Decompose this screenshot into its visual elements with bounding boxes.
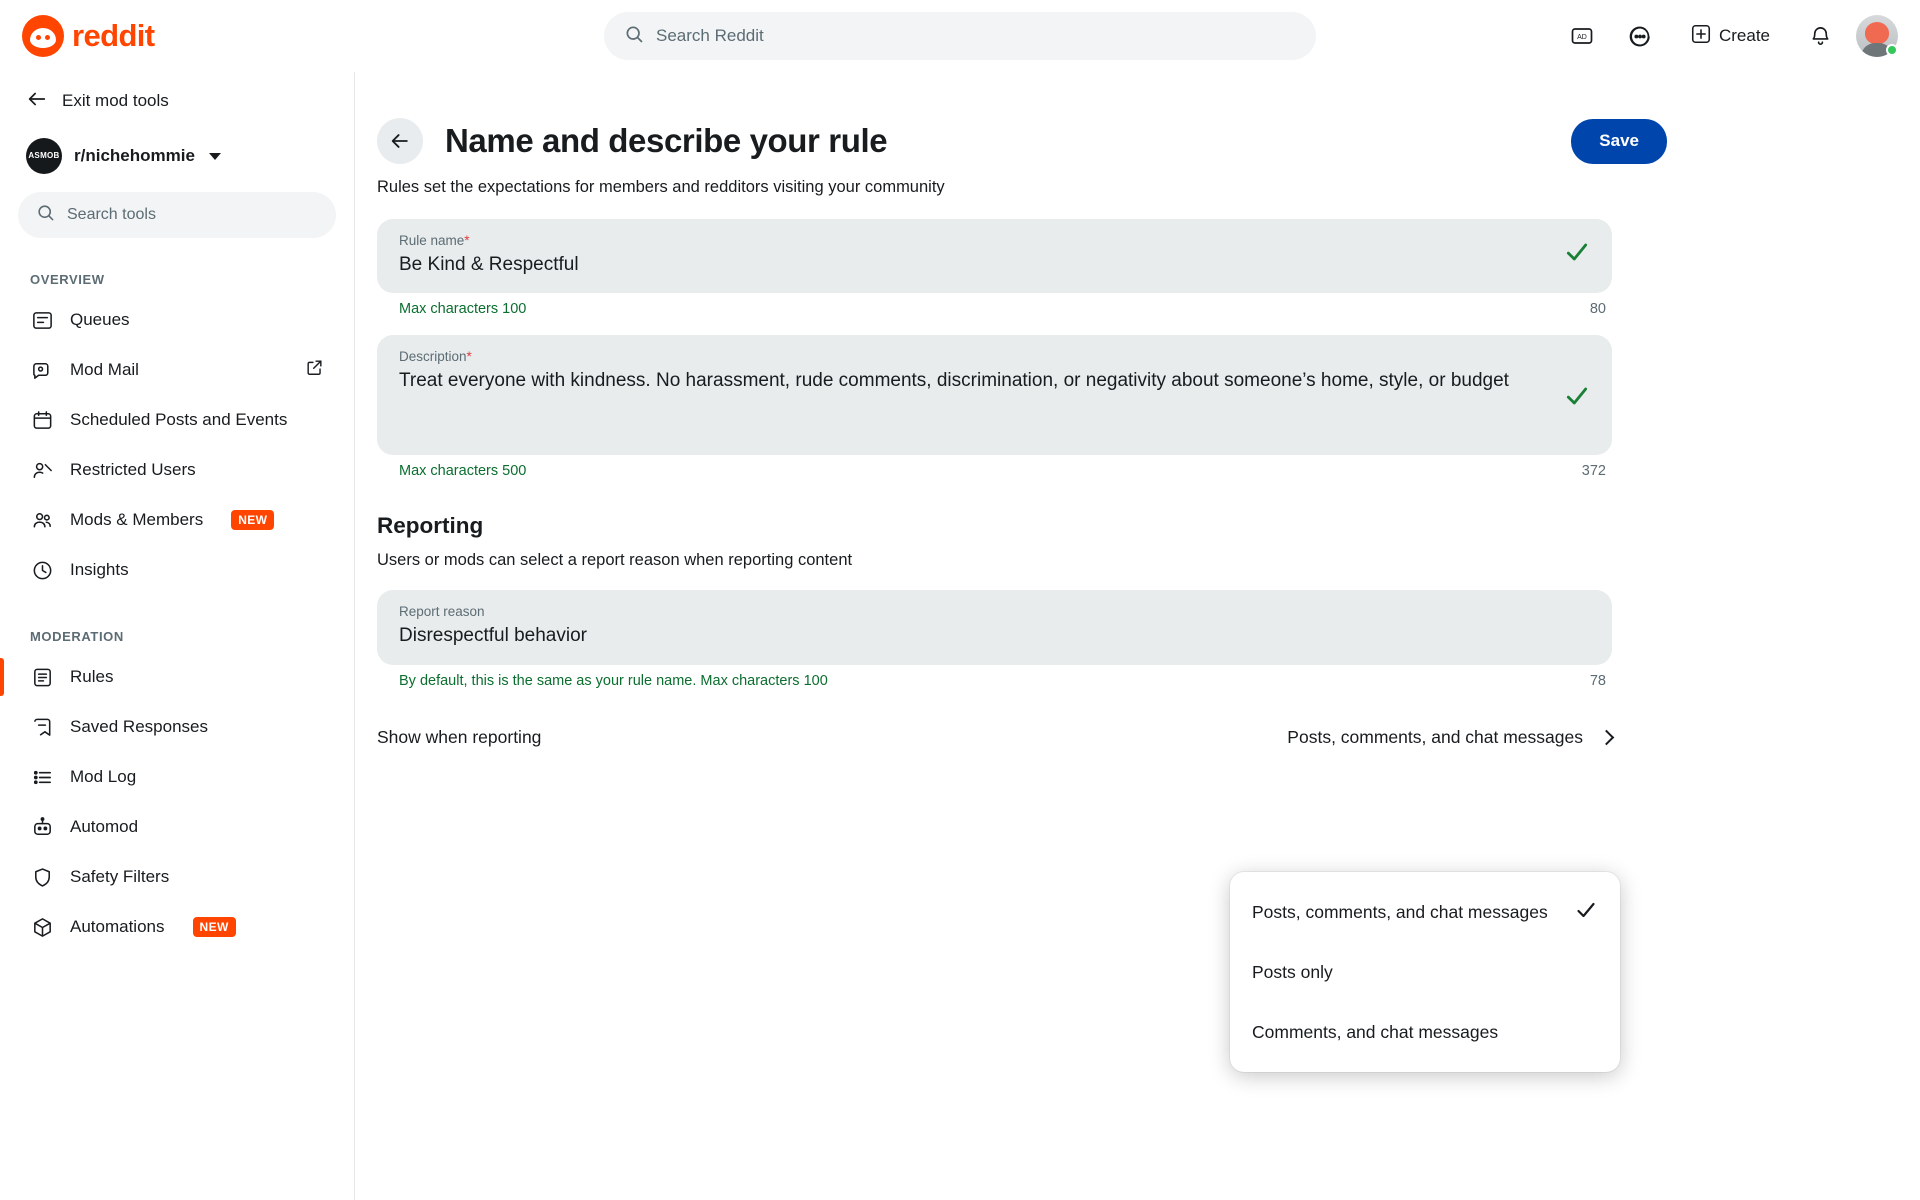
description-helper: Max characters 500 <box>399 463 527 480</box>
community-avatar: ASMOB <box>26 138 62 174</box>
sidebar-item-automod[interactable] <box>18 802 336 852</box>
report-reason-helper-row <box>377 665 1612 689</box>
chat-icon[interactable] <box>1618 14 1662 58</box>
search-icon <box>36 203 55 227</box>
report-reason-char-count: 78 <box>1589 672 1606 689</box>
description-label-text: Description <box>399 349 467 365</box>
rule-name-field[interactable] <box>377 219 1612 293</box>
rule-name-helper: Max characters 100 <box>399 301 527 318</box>
automod-icon <box>30 815 54 839</box>
external-link-icon <box>305 358 324 382</box>
sidebar-item-insights[interactable] <box>18 545 336 595</box>
main-content <box>355 72 1920 1200</box>
reporting-heading: Reporting <box>377 513 484 539</box>
exit-mod-tools-button[interactable] <box>18 72 336 130</box>
sidebar-item-label: Automations <box>70 917 165 936</box>
rule-name-label <box>399 233 1548 248</box>
sidebar-item-mod-mail[interactable] <box>18 345 336 395</box>
valid-check-icon <box>1564 349 1590 414</box>
sidebar-item-label: Restricted Users <box>70 460 196 479</box>
report-reason-label: Report reason <box>399 604 485 620</box>
back-button[interactable] <box>377 118 423 164</box>
plus-square-icon <box>1690 23 1712 50</box>
search-tools-input[interactable] <box>18 192 336 238</box>
community-name: r/nichehommie <box>74 146 195 165</box>
section-label-moderation: MODERATION <box>30 629 124 644</box>
sidebar-item-label: Queues <box>70 310 130 329</box>
sidebar-item-saved-responses[interactable] <box>18 702 336 752</box>
description-value: Treat everyone with kindness. No harassment, rude comments, discrimination, or negativity about someone’s home, style, or budget <box>399 370 1509 392</box>
sidebar-item-label: Insights <box>70 560 129 579</box>
description-helper-row <box>377 455 1612 479</box>
ads-icon[interactable] <box>1560 14 1604 58</box>
mod-log-icon <box>30 765 54 789</box>
bell-icon[interactable] <box>1798 14 1842 58</box>
search-input[interactable] <box>604 12 1316 60</box>
restricted-users-icon <box>30 458 54 482</box>
show-when-reporting-label: Show when reporting <box>377 726 542 747</box>
online-status-dot <box>1886 44 1898 56</box>
rules-icon <box>30 665 54 689</box>
chevron-right-icon <box>1599 729 1615 745</box>
top-navigation-bar <box>0 0 1920 72</box>
mod-tools-sidebar <box>0 72 355 1200</box>
page-header <box>377 118 1667 164</box>
arrow-left-icon <box>389 130 411 152</box>
svg-text:AD: AD <box>1577 34 1587 41</box>
show-when-reporting-selector[interactable] <box>1287 727 1612 748</box>
page-subtitle: Rules set the expectations for members and redditors visiting your community <box>377 178 945 196</box>
avatar[interactable] <box>1856 15 1898 57</box>
dropdown-option-label: Posts, comments, and chat messages <box>1252 901 1548 922</box>
description-field[interactable] <box>377 335 1612 455</box>
dropdown-option-label: Comments, and chat messages <box>1252 1021 1499 1042</box>
sidebar-item-label: Automod <box>70 817 139 836</box>
sidebar-item-mods-and-members[interactable] <box>18 495 336 545</box>
sidebar-item-label: Saved Responses <box>70 717 208 736</box>
required-marker: * <box>464 233 470 248</box>
members-icon <box>30 508 54 532</box>
sidebar-item-automations[interactable] <box>18 902 336 952</box>
show-when-reporting-dropdown[interactable] <box>1230 872 1620 1072</box>
exit-mod-tools-label: Exit mod tools <box>62 91 169 110</box>
rule-name-value: Be Kind & Respectful <box>399 254 579 275</box>
sidebar-item-mod-log[interactable] <box>18 752 336 802</box>
dropdown-option-posts-only[interactable] <box>1230 942 1620 1002</box>
rule-name-helper-row <box>377 293 1612 317</box>
dropdown-option-comments-chat[interactable] <box>1230 1002 1620 1062</box>
sidebar-item-scheduled-posts-and-events[interactable] <box>18 395 336 445</box>
rule-name-char-count: 80 <box>1589 301 1606 318</box>
description-char-count: 372 <box>1581 463 1606 480</box>
rule-name-label-text: Rule name <box>399 233 465 248</box>
page-title: Name and describe your rule <box>445 122 888 159</box>
chevron-down-icon <box>209 153 221 160</box>
sidebar-item-label: Mod Log <box>70 767 137 786</box>
new-badge: NEW <box>231 510 274 530</box>
topbar-actions <box>1560 14 1898 58</box>
section-label-overview: OVERVIEW <box>30 272 105 287</box>
report-reason-field[interactable] <box>377 590 1612 664</box>
dropdown-option-label: Posts only <box>1252 961 1333 982</box>
reddit-wordmark: reddit <box>72 18 155 53</box>
queues-icon <box>30 308 54 332</box>
sidebar-item-label: Mods & Members <box>70 510 204 529</box>
mod-mail-icon <box>30 358 54 382</box>
show-when-reporting-value: Posts, comments, and chat messages <box>1287 726 1583 747</box>
search-tools-placeholder: Search tools <box>67 206 156 223</box>
shield-icon <box>30 865 54 889</box>
valid-check-icon <box>1564 233 1590 270</box>
search-icon <box>624 24 644 49</box>
community-switcher[interactable] <box>18 130 336 182</box>
save-button[interactable]: Save <box>1571 119 1667 164</box>
report-reason-value: Disrespectful behavior <box>399 625 587 647</box>
create-button[interactable] <box>1676 14 1784 58</box>
insights-icon <box>30 558 54 582</box>
new-badge: NEW <box>193 917 236 937</box>
show-when-reporting-row[interactable] <box>377 727 1612 748</box>
report-reason-helper: By default, this is the same as your rule name. Max characters 100 <box>399 672 828 689</box>
automations-icon <box>30 915 54 939</box>
reporting-subtext: Users or mods can select a report reason when reporting content <box>377 551 853 570</box>
sidebar-item-restricted-users[interactable] <box>18 445 336 495</box>
arrow-left-icon <box>26 88 48 115</box>
sidebar-item-label: Mod Mail <box>70 360 139 379</box>
check-icon <box>1574 898 1598 927</box>
search-placeholder: Search Reddit <box>656 26 764 45</box>
saved-responses-icon <box>30 715 54 739</box>
sidebar-item-label: Scheduled Posts and Events <box>70 410 288 429</box>
reddit-logo-icon <box>22 15 64 57</box>
global-search[interactable] <box>604 12 1316 60</box>
create-button-label: Create <box>1718 26 1770 45</box>
sidebar-item-label: Safety Filters <box>70 867 170 886</box>
calendar-icon <box>30 408 54 432</box>
required-marker: * <box>466 349 472 365</box>
sidebar-item-rules[interactable] <box>18 652 336 702</box>
dropdown-option-posts-comments-chat[interactable] <box>1230 882 1620 942</box>
sidebar-item-queues[interactable] <box>18 295 336 345</box>
description-label <box>399 349 1548 364</box>
sidebar-item-label: Rules <box>70 667 114 686</box>
sidebar-item-safety-filters[interactable] <box>18 852 336 902</box>
reddit-home-link[interactable] <box>22 15 352 57</box>
